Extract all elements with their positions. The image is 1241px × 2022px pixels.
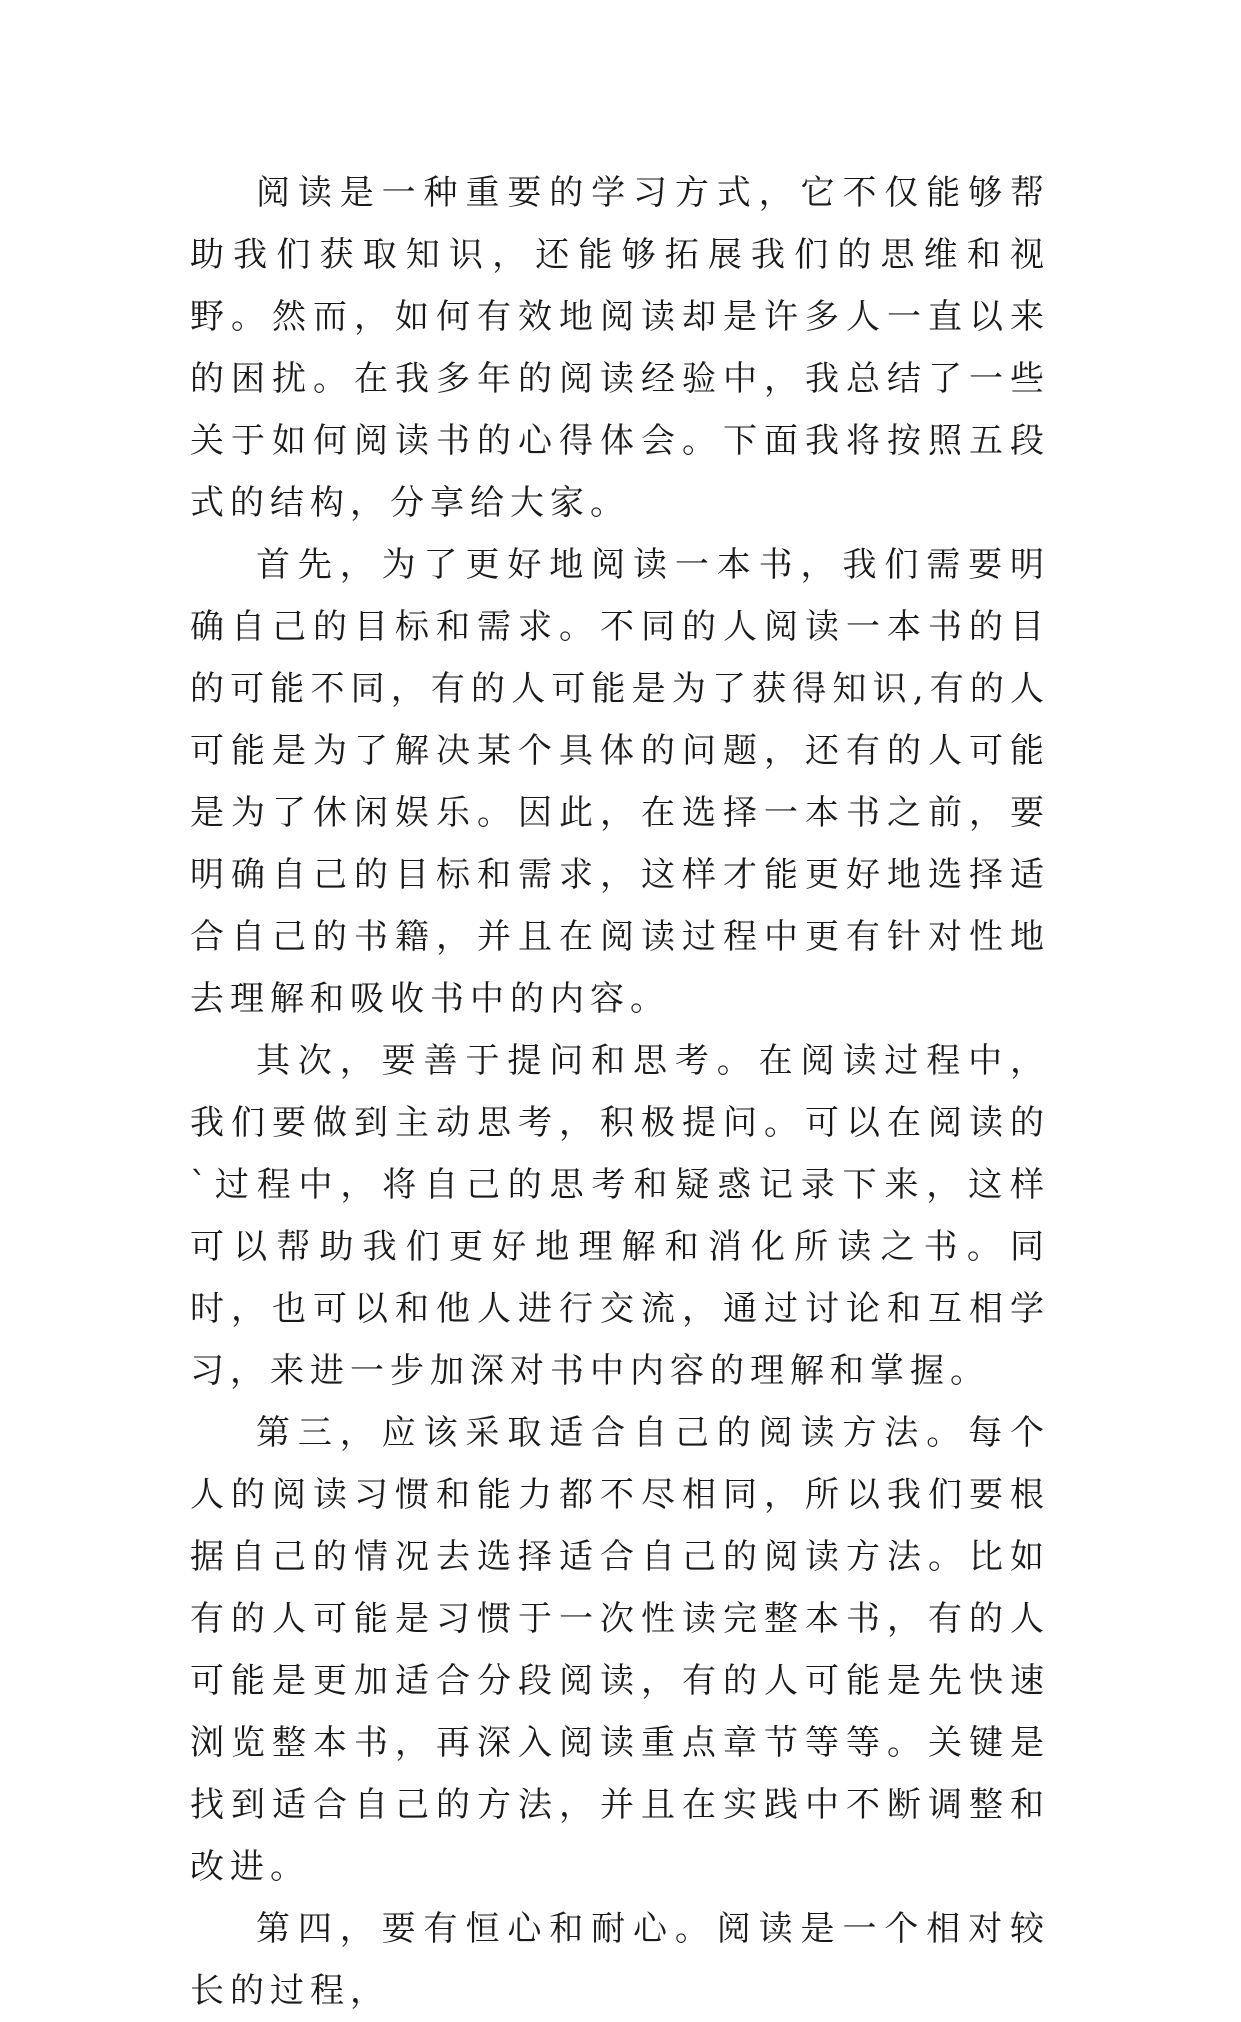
paragraph-second: 其次，要善于提问和思考。在阅读过程中，我们要做到主动思考，积极提问。可以在阅读的`过程中，将自己的思考和疑惑记录下来，这样可以帮助我们更好地理解和消化所读之书。同时，也可以和他人进行交流，通过讨论和互相学习，来进一步加深对书中内容的理解和掌握。: [190, 1041, 1050, 1391]
paragraph-fourth: 第四，要有恒心和耐心。阅读是一个相对较长的过程，: [190, 1909, 1050, 2011]
paragraph-intro: 阅读是一种重要的学习方式，它不仅能够帮助我们获取知识，还能够拓展我们的思维和视野。然而，如何有效地阅读却是许多人一直以来的困扰。在我多年的阅读经验中，我总结了一些关于如何阅读书的心得体会。下面我将按照五段式的结构，分享给大家。: [190, 173, 1050, 523]
document-body: [190, 162, 1050, 2022]
paragraph-third: 第三，应该采取适合自己的阅读方法。每个人的阅读习惯和能力都不尽相同，所以我们要根据自己的情况去选择适合自己的阅读方法。比如有的人可能是习惯于一次性读完整本书，有的人可能是更加适合分段阅读，有的人可能是先快速浏览整本书，再深入阅读重点章节等等。关键是找到适合自己的方法，并且在实践中不断调整和改进。: [190, 1413, 1050, 1887]
paragraph-first: 首先，为了更好地阅读一本书，我们需要明确自己的目标和需求。不同的人阅读一本书的目的可能不同，有的人可能是为了获得知识,有的人可能是为了解决某个具体的问题，还有的人可能是为了休闲娱乐。因此，在选择一本书之前，要明确自己的目标和需求，这样才能更好地选择适合自己的书籍，并且在阅读过程中更有针对性地去理解和吸收书中的内容。: [190, 545, 1050, 1019]
